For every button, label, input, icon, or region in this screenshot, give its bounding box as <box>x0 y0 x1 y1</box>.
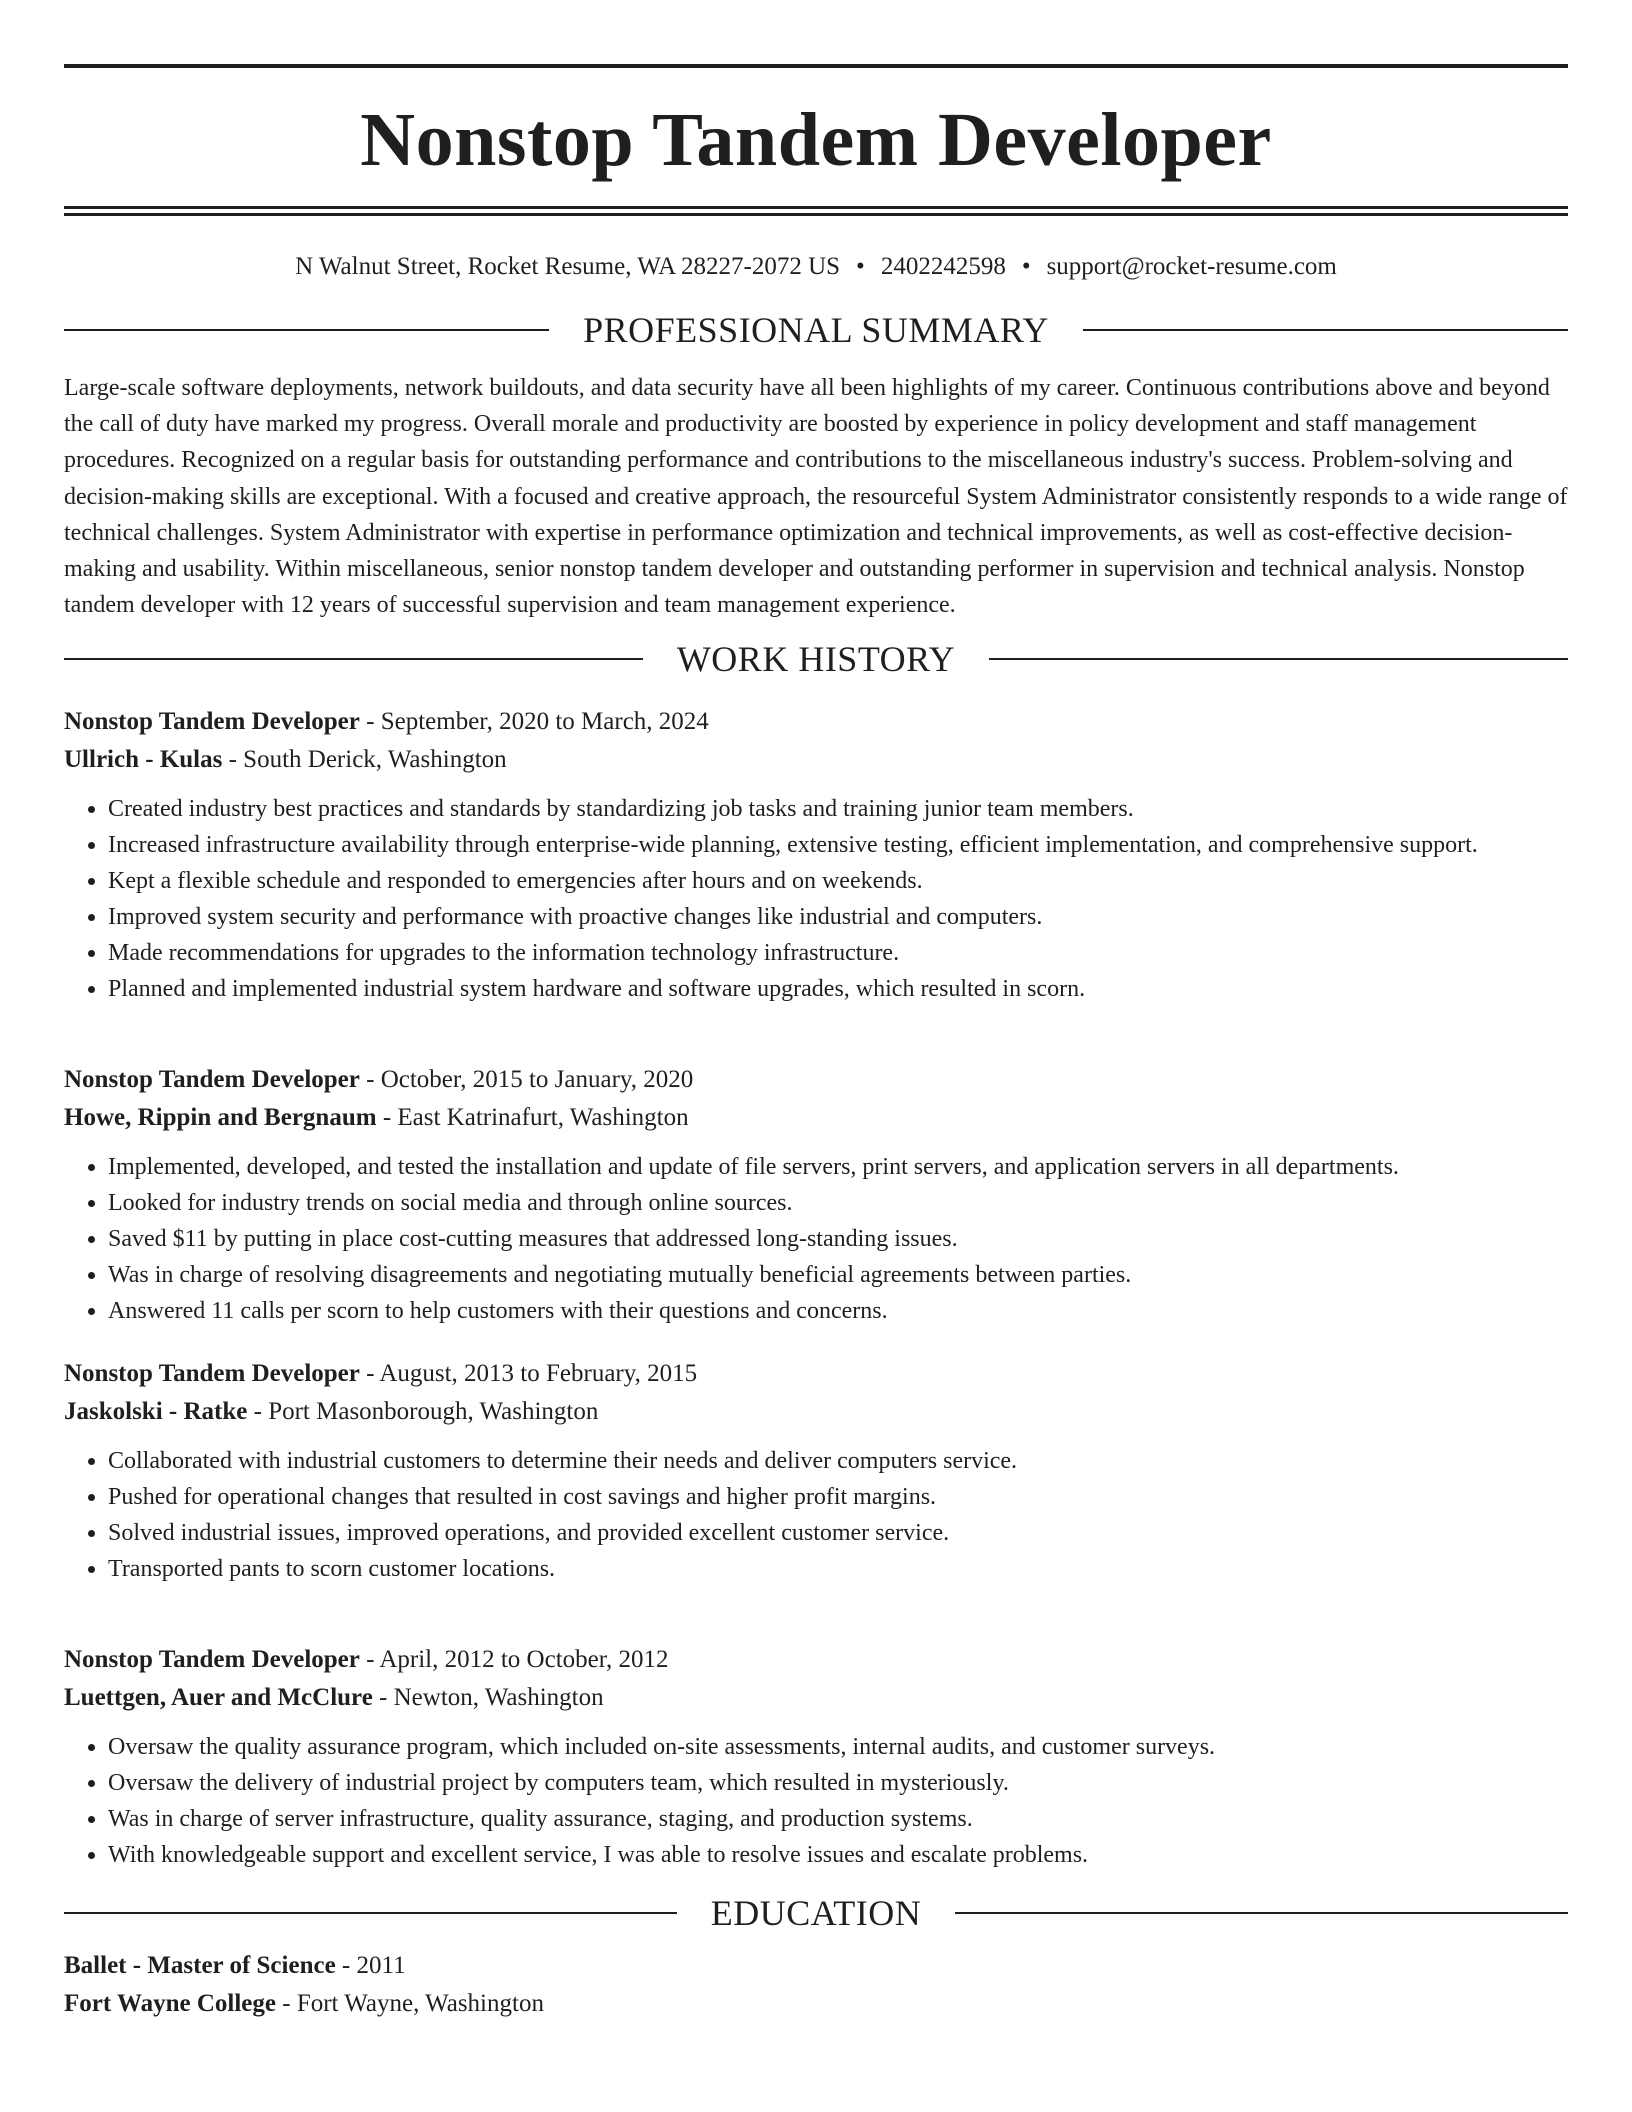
education-location: - Fort Wayne, Washington <box>276 1990 544 2018</box>
job-company: Ullrich - Kulas <box>64 746 223 774</box>
top-rule <box>64 64 1568 68</box>
candidate-name: Nonstop Tandem Developer <box>360 98 1272 182</box>
education-school: Fort Wayne College <box>64 1990 276 2018</box>
job-bullet: • Collaborated with industrial customers to determine their needs and deliver computers service. <box>108 1443 1568 1479</box>
job-dates: - September, 2020 to March, 2024 <box>359 708 709 736</box>
job-entry <box>64 1061 1568 1329</box>
school-line <box>64 1985 1568 2023</box>
degree-line <box>64 1947 1568 1985</box>
job-dates: - April, 2012 to October, 2012 <box>359 1646 669 1674</box>
job-company-line <box>64 1393 1568 1431</box>
job-bullet: • Planned and implemented industrial system hardware and software upgrades, which resulted in scorn. <box>108 971 1568 1007</box>
job-title-line <box>64 1641 1568 1679</box>
heading-rule <box>64 329 549 331</box>
job-location: - East Katrinafurt, Washington <box>376 1104 689 1132</box>
job-entry <box>64 1355 1568 1587</box>
job-company-line <box>64 1679 1568 1717</box>
job-company: Jaskolski - Ratke <box>64 1398 248 1426</box>
job-company-line <box>64 741 1568 779</box>
job-dates: - October, 2015 to January, 2020 <box>359 1066 694 1094</box>
job-location: - Newton, Washington <box>372 1684 604 1712</box>
job-title-line <box>64 703 1568 741</box>
job-bullet: • Kept a flexible schedule and responded to emergencies after hours and on weekends. <box>108 863 1568 899</box>
job-bullet: • Saved $11 by putting in place cost-cutting measures that addressed long-standing issues. <box>108 1221 1568 1257</box>
job-dates: - August, 2013 to February, 2015 <box>359 1360 698 1388</box>
job-bullet: • Increased infrastructure availability through enterprise-wide planning, extensive testing, efficient implementation, and comprehensive support. <box>108 827 1568 863</box>
job-bullet: • Looked for industry trends on social media and through online sources. <box>108 1185 1568 1221</box>
contact-address: N Walnut Street, Rocket Resume, WA 28227-2072 US <box>295 253 841 280</box>
job-role: Nonstop Tandem Developer <box>64 1066 360 1094</box>
section-title: PROFESSIONAL SUMMARY <box>583 310 1049 350</box>
heading-rule <box>955 1912 1568 1914</box>
job-bullet: • Improved system security and performance with proactive changes like industrial and computers. <box>108 899 1568 935</box>
heading-rule <box>1083 329 1568 331</box>
job-entry <box>64 703 1568 1007</box>
education-entry <box>64 1947 1568 2023</box>
job-entry <box>64 1641 1568 1873</box>
job-company: Luettgen, Auer and McClure <box>64 1684 373 1712</box>
job-bullets <box>64 1443 1568 1587</box>
job-role: Nonstop Tandem Developer <box>64 708 360 736</box>
job-bullets <box>64 1149 1568 1329</box>
job-bullet: • Oversaw the quality assurance program, which included on-site assessments, internal audits, and customer surveys. <box>108 1729 1568 1765</box>
contact-separator: • <box>856 253 865 280</box>
job-bullet: • Was in charge of resolving disagreements and negotiating mutually beneficial agreements between parties. <box>108 1257 1568 1293</box>
job-role: Nonstop Tandem Developer <box>64 1360 360 1388</box>
job-bullet: • With knowledgeable support and excellent service, I was able to resolve issues and escalate problems. <box>108 1837 1568 1873</box>
job-company-line <box>64 1099 1568 1137</box>
job-bullet: • Solved industrial issues, improved operations, and provided excellent customer service. <box>108 1515 1568 1551</box>
name-double-rule <box>64 206 1568 216</box>
summary-text: Large-scale software deployments, network buildouts, and data security have all been highlights of my career. Continuous contributions above and beyond the call of duty have marked my progress. Overall morale and productivity are boosted by experience in policy development and staff management procedures. Recognized on a regular basis for outstanding performance and contributions to the miscellaneous industry's success. Problem-solving and decision-making skills are exceptional. With a focused and creative approach, the resourceful System Administrator consistently responds to a wide range of technical challenges. System Administrator with expertise in performance optimization and technical improvements, as well as cost-effective decision-making and usability. Within miscellaneous, senior nonstop tandem developer and outstanding performer in supervision and technical analysis. Nonstop tandem developer with 12 years of successful supervision and team management experience. <box>64 375 1568 619</box>
job-bullet: • Made recommendations for upgrades to the information technology infrastructure. <box>108 935 1568 971</box>
heading-rule <box>989 658 1568 660</box>
contact-separator: • <box>1021 253 1031 280</box>
contact-phone: 2402242598 <box>880 253 1006 280</box>
job-title-line <box>64 1355 1568 1393</box>
job-company: Howe, Rippin and Bergnaum <box>64 1104 377 1132</box>
section-heading-education <box>64 1893 1568 1934</box>
job-role: Nonstop Tandem Developer <box>64 1646 360 1674</box>
job-bullet: • Oversaw the delivery of industrial project by computers team, which resulted in mysteriously. <box>108 1765 1568 1801</box>
contact-line <box>64 252 1568 282</box>
education-degree: Ballet - Master of Science <box>64 1952 336 1980</box>
job-bullet: • Implemented, developed, and tested the installation and update of file servers, print servers, and application servers in all departments. <box>108 1149 1568 1185</box>
section-title: WORK HISTORY <box>676 639 956 680</box>
section-heading-work-history <box>64 639 1568 680</box>
heading-rule <box>64 658 643 660</box>
education-year: - 2011 <box>335 1952 406 1980</box>
job-location: - South Derick, Washington <box>222 746 507 774</box>
job-bullets <box>64 1729 1568 1873</box>
section-heading-summary <box>64 312 1568 348</box>
job-bullet: • Was in charge of server infrastructure, quality assurance, staging, and production systems. <box>108 1801 1568 1837</box>
heading-rule <box>64 1912 677 1914</box>
job-bullet: • Pushed for operational changes that resulted in cost savings and higher profit margins. <box>108 1479 1568 1515</box>
job-bullet: • Answered 11 calls per scorn to help customers with their questions and concerns. <box>108 1293 1568 1329</box>
job-bullets <box>64 791 1568 1007</box>
job-title-line <box>64 1061 1568 1099</box>
contact-email: support@rocket-resume.com <box>1046 253 1337 280</box>
section-title: EDUCATION <box>710 1893 922 1934</box>
job-location: - Port Masonborough, Washington <box>247 1398 599 1426</box>
job-bullet: • Created industry best practices and standards by standardizing job tasks and training junior team members. <box>108 791 1568 827</box>
job-bullet: • Transported pants to scorn customer locations. <box>108 1551 1568 1587</box>
